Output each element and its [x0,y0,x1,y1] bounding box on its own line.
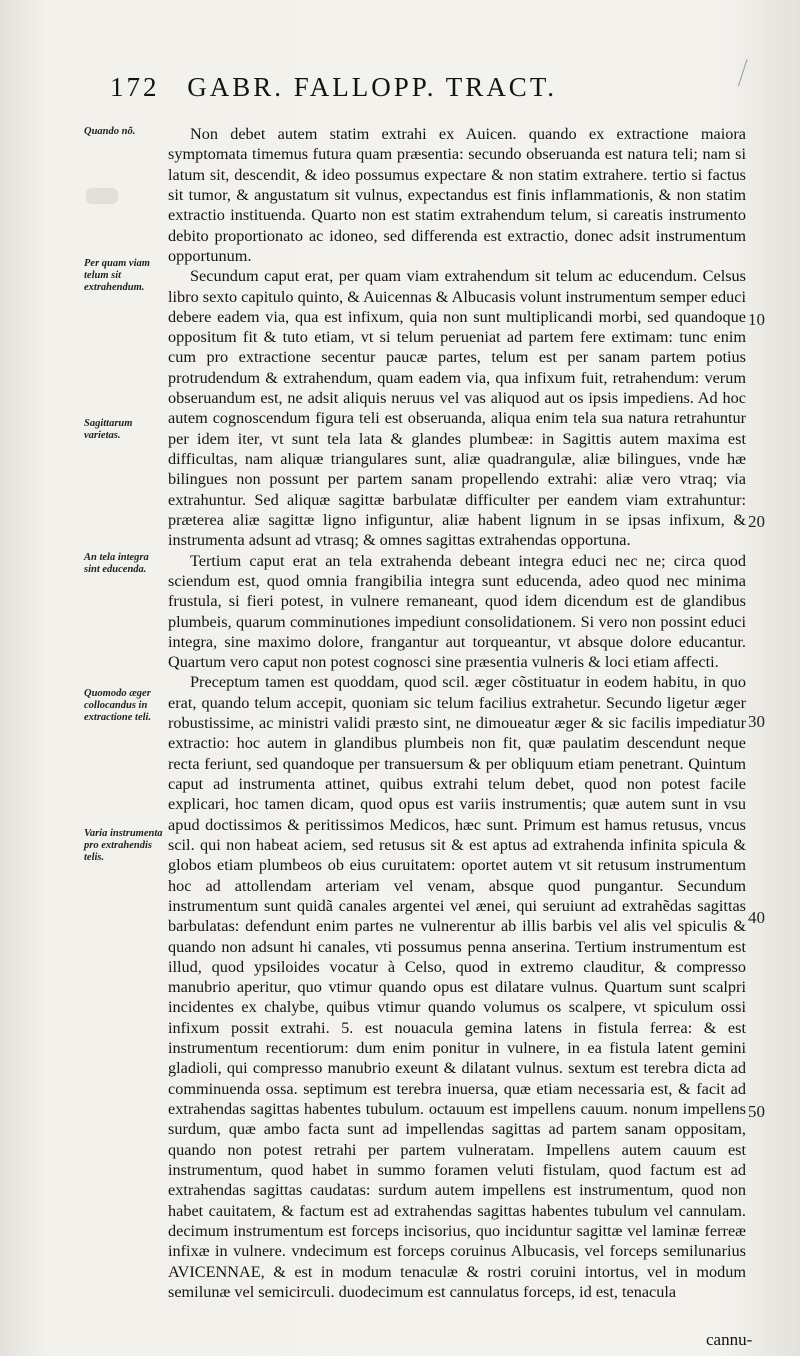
running-title: GABR. FALLOPP. TRACT. [187,72,558,102]
margin-note: Quando nõ. [84,126,136,137]
ink-mark [738,59,755,88]
line-number: 50 [748,1102,765,1121]
page-number: 172 [110,72,160,102]
catchword: cannu- [706,1330,753,1349]
paragraph: Non debet autem statim extrahi ex Auicen. quando ex extractione maiora symptomata timemus futura quam præsentia: secundo obseruanda est natura teli; nam si latum sit, descendit, & ideo possumus expectare & non statim extrahere. tertio si factus sit tumor, & angustatum sit vulnus, expectandus est finis inflammationis, & non statim extractio instituenda. Quarto non est statim extrahendum telum, si careatis instrumento debito proportionato ac idoneo, sed differenda est extractio, donec adsit instrumentum opportunum. [168,125,746,265]
line-number: 10 [748,310,765,329]
main-text [168,124,746,1302]
paragraph: Secundum caput erat, per quam viam extrahendum sit telum ac educendum. Celsus libro sexto capitulo quinto, & Auicennas & Albucasis volunt instrumentum semper educi debere eadem via, qua est infixum, quia non sunt multiplicandi morbi, sed quandoque oppositum fit & tuto etiam, vt si telum perueniat ad partem fere extimam: tunc enim cum pro extractione secentur paucæ partes, telum est per sanam partem potius protrudendum & extrahendum, quam eadem via, qua infixum fuit, retrahendum: verum obseruandum est, ne adsit aliquis neruus vel vas aliquod aut os ipsis impediens. Ad hoc autem cognoscendum figura teli est obseruanda, aliqua enim tela sua natura retrahuntur per idem iter, vt sunt tela lata & glandes plumbeæ: in Sagittis autem maxima est difficultas, nam aliquæ triangulares sunt, aliæ quadrangulæ, aliæ bilingues, vnde hæ bilingues non possunt per partem sanam propellendo extrahi: aliæ vero vtraq; via extrahuntur. Sed aliquæ sagittæ barbulatæ difficulter per eandem viam extrahuntur: præterea aliæ sagittæ ligno infiguntur, aliæ habent lignum in se ipsas infixum, & instrumenta adsunt ad vtrasq; & omnes sagittas extrahendas opportuna. [168,267,746,550]
line-number: 40 [748,908,765,927]
ink-smudge [86,188,118,204]
line-number: 30 [748,712,765,731]
running-head [110,72,670,103]
margin-note: Per quam viam telum sit extrahendum. [84,258,150,293]
margin-note: An tela integra sint educenda. [84,552,149,575]
line-number: 20 [748,512,765,531]
paragraph: Preceptum tamen est quoddam, quod scil. æger cõstituatur in eodem habitu, in quo erat, quando telum accepit, quoniam sic telum facilius extrahetur. Secundo ligetur æger robustissime, ac ministri validi præsto sint, ne dimoueatur æger & sic facilis impediatur extractio: hoc autem in glandibus plumbeis non fit, quæ paulatim descendunt neque recta feriunt, sed quandoque per transuersum & per obliquum etiam penetrant. Quintum caput ad instrumenta attinet, quibus extrahi telum debet, quod non potest facile explicari, hoc tamen dicam, quod opus est variis instrumentis; quæ autem sunt in vsu apud doctissimos & peritissimos Medicos, hæc sunt. Primum est hamus retusus, vncus scil. qui non habeat aciem, sed retusus sit & est aptus ad extrahenda infinita spicula & globos etiam plumbeos ob eius curuitatem: oportet autem vt sit retusum instrumentum hoc ad attollendam arteriam vel venam, absque quod pungantur. Secundum instrumentum sunt quidã canales argentei vel ænei, qui seruiunt ad extrahẽdas sagittas barbulatas: defendunt enim partes ne vulnerentur ab illis barbis vel alis vel spiculis & quando non adsunt hi canales, vti possumus penna anserina. Tertium instrumentum est illud, quod ypsiloides vocatur à Celso, quod in extremo clauditur, & compresso manubrio aperitur, quo vtimur quando opus est dilatare vulnus. Quartum sunt scalpri incidentes ex chalybe, quibus vtimur quando volumus os scalpere, vt spiculum ossi infixum possit extrahi. 5. est nouacula gemina latens in fistula ferrea: & est instrumentum recentiorum: dum enim ponitur in vulnere, in ea fistula latent gemini gladioli, qui compresso manubrio exeunt & dilatant vulnus. sextum est terebra dicta ad comminuenda ossa. septimum est terebra inuersa, quæ etiam necessaria est, & facit ad extrahendas sagittas habentes tubulum. octauum est impellens cauum. nonum impellens surdum, quæ ambo facta sunt ad impellendas sagittas ad partem sanam oppositam, quando non potest retrahi per partem vulneratam. Impellens autem cauum est instrumentum, quod habet in summo foramen veluti fistulam, quod factum est ad extrahendas sagittas caudatas: surdum autem impellens est instrumentum, quod non habet cauitatem, & factum est ad extrahendas sagittas habentes tubulum vel cannulam. decimum instrumentum est forceps incisorius, quo inciduntur sagittæ vel laminæ ferreæ infixæ in vulnere. vndecimum est forceps coruinus Albucasis, vel forceps semilunarius AVICENNAE, & est in modum tenaculæ & rostri coruini intortus, vel in modum semilunæ vel semicirculi. duodecimum est cannulatus forceps, id est, tenacula [168,673,746,1301]
margin-note: Varia instrumenta pro extrahendis telis. [84,828,163,863]
margin-note: Sagittarum varietas. [84,418,133,441]
margin-note: Quomodo æger collocandus in extractione teli. [84,688,152,723]
paragraph: Tertium caput erat an tela extrahenda debeant integra educi nec ne; circa quod sciendum est, quod omnia frangibilia integra sunt educenda, adeo quod nec minima frustula, si fieri potest, in vulnere remaneant, quod idem dicendum est de glandibus plumbeis, quarum comminutiones impediunt consolidationem. Si vero non possint educi integra, sine maximo dolore, frangantur aut torqueantur, vt absque dolore educantur. Quartum vero caput non potest cognosci sine præsentia vulneris & loci etiam affecti. [168,551,746,672]
